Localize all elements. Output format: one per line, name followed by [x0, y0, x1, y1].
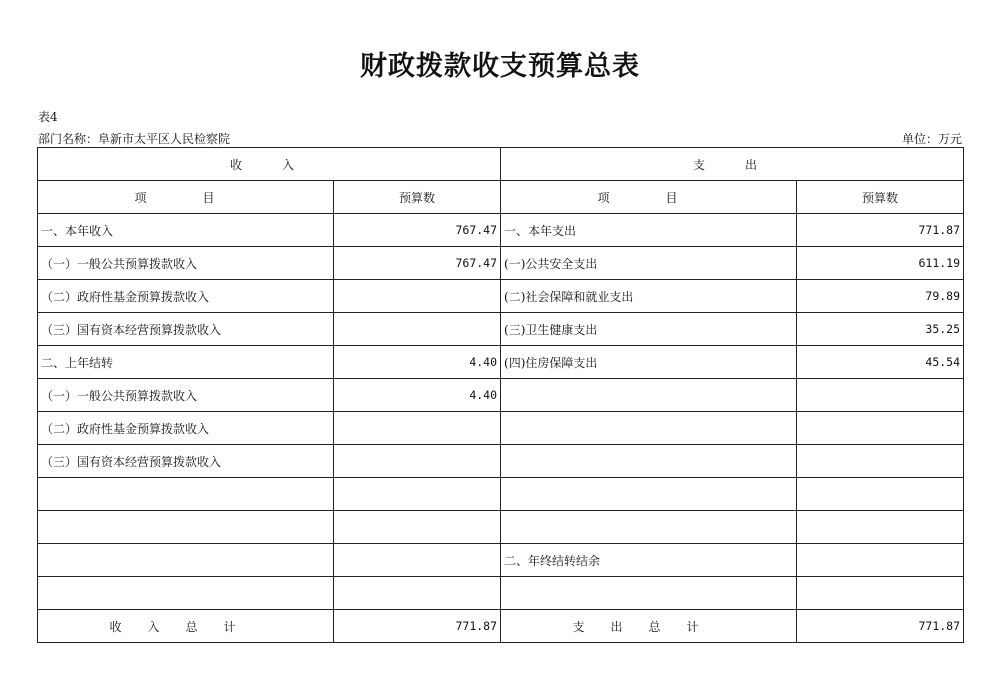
expense-amount-cell — [797, 511, 964, 544]
expense-item-cell: (三)卫生健康支出 — [501, 313, 797, 346]
income-amount-cell — [334, 445, 501, 478]
income-item-cell: （三）国有资本经营预算拨款收入 — [38, 313, 334, 346]
column-header-row — [38, 181, 964, 214]
table-number: 表4 — [38, 110, 58, 124]
income-amount-cell — [334, 313, 501, 346]
income-item-cell — [38, 511, 334, 544]
table-row — [38, 214, 964, 247]
table-row — [38, 412, 964, 445]
expense-item-cell — [501, 379, 797, 412]
expense-item-cell — [501, 511, 797, 544]
income-amount-cell — [334, 544, 501, 577]
income-amount-cell: 767.47 — [334, 214, 501, 247]
income-amount-cell — [334, 577, 501, 610]
income-amount-cell: 4.40 — [334, 346, 501, 379]
expense-item-header: 项 目 — [501, 181, 797, 214]
expense-amount-cell — [797, 577, 964, 610]
expense-total-amount: 771.87 — [797, 610, 964, 643]
income-amount-cell: 4.40 — [334, 379, 501, 412]
income-item-cell: （二）政府性基金预算拨款收入 — [38, 412, 334, 445]
expense-item-cell — [501, 445, 797, 478]
expense-item-cell: (四)住房保障支出 — [501, 346, 797, 379]
expense-amount-cell: 611.19 — [797, 247, 964, 280]
income-item-cell — [38, 478, 334, 511]
expense-total-label: 支出总计 — [501, 610, 797, 643]
income-amount-cell — [334, 412, 501, 445]
expense-amount-cell — [797, 478, 964, 511]
table-row — [38, 544, 964, 577]
expense-amount-header: 预算数 — [797, 181, 964, 214]
table-row — [38, 478, 964, 511]
table-row — [38, 280, 964, 313]
expense-amount-cell — [797, 412, 964, 445]
expense-item-cell: 一、本年支出 — [501, 214, 797, 247]
expense-amount-cell: 79.89 — [797, 280, 964, 313]
expense-item-cell: (二)社会保障和就业支出 — [501, 280, 797, 313]
income-item-header: 项 目 — [38, 181, 334, 214]
department-name: 部门名称：阜新市太平区人民检察院 — [38, 132, 231, 146]
income-item-cell — [38, 544, 334, 577]
income-amount-header: 预算数 — [334, 181, 501, 214]
income-header: 收 入 — [38, 148, 501, 181]
table-row — [38, 511, 964, 544]
income-amount-cell: 767.47 — [334, 247, 501, 280]
expense-amount-cell — [797, 445, 964, 478]
table-row — [38, 445, 964, 478]
income-item-cell: 二、上年结转 — [38, 346, 334, 379]
table-row — [38, 313, 964, 346]
income-item-cell — [38, 577, 334, 610]
income-amount-cell — [334, 478, 501, 511]
expense-item-cell — [501, 412, 797, 445]
expense-amount-cell — [797, 544, 964, 577]
table-row — [38, 577, 964, 610]
expense-item-cell — [501, 478, 797, 511]
totals-row — [38, 610, 964, 643]
expense-item-cell: 二、年终结转结余 — [501, 544, 797, 577]
income-amount-cell — [334, 280, 501, 313]
budget-table — [37, 147, 964, 643]
table-row — [38, 247, 964, 280]
income-item-cell: （一）一般公共预算拨款收入 — [38, 379, 334, 412]
income-item-cell: （一）一般公共预算拨款收入 — [38, 247, 334, 280]
income-item-cell: （三）国有资本经营预算拨款收入 — [38, 445, 334, 478]
income-total-amount: 771.87 — [334, 610, 501, 643]
expense-amount-cell: 35.25 — [797, 313, 964, 346]
expense-header: 支 出 — [501, 148, 964, 181]
income-amount-cell — [334, 511, 501, 544]
table-row — [38, 346, 964, 379]
expense-item-cell: (一)公共安全支出 — [501, 247, 797, 280]
income-item-cell: （二）政府性基金预算拨款收入 — [38, 280, 334, 313]
section-header-row — [38, 148, 964, 181]
expense-item-cell — [501, 577, 797, 610]
table-row — [38, 379, 964, 412]
expense-amount-cell: 45.54 — [797, 346, 964, 379]
income-item-cell: 一、本年收入 — [38, 214, 334, 247]
unit-label: 单位：万元 — [901, 132, 962, 146]
expense-amount-cell: 771.87 — [797, 214, 964, 247]
page-title: 财政拨款收支预算总表 — [360, 51, 640, 82]
income-total-label: 收入总计 — [38, 610, 334, 643]
expense-amount-cell — [797, 379, 964, 412]
